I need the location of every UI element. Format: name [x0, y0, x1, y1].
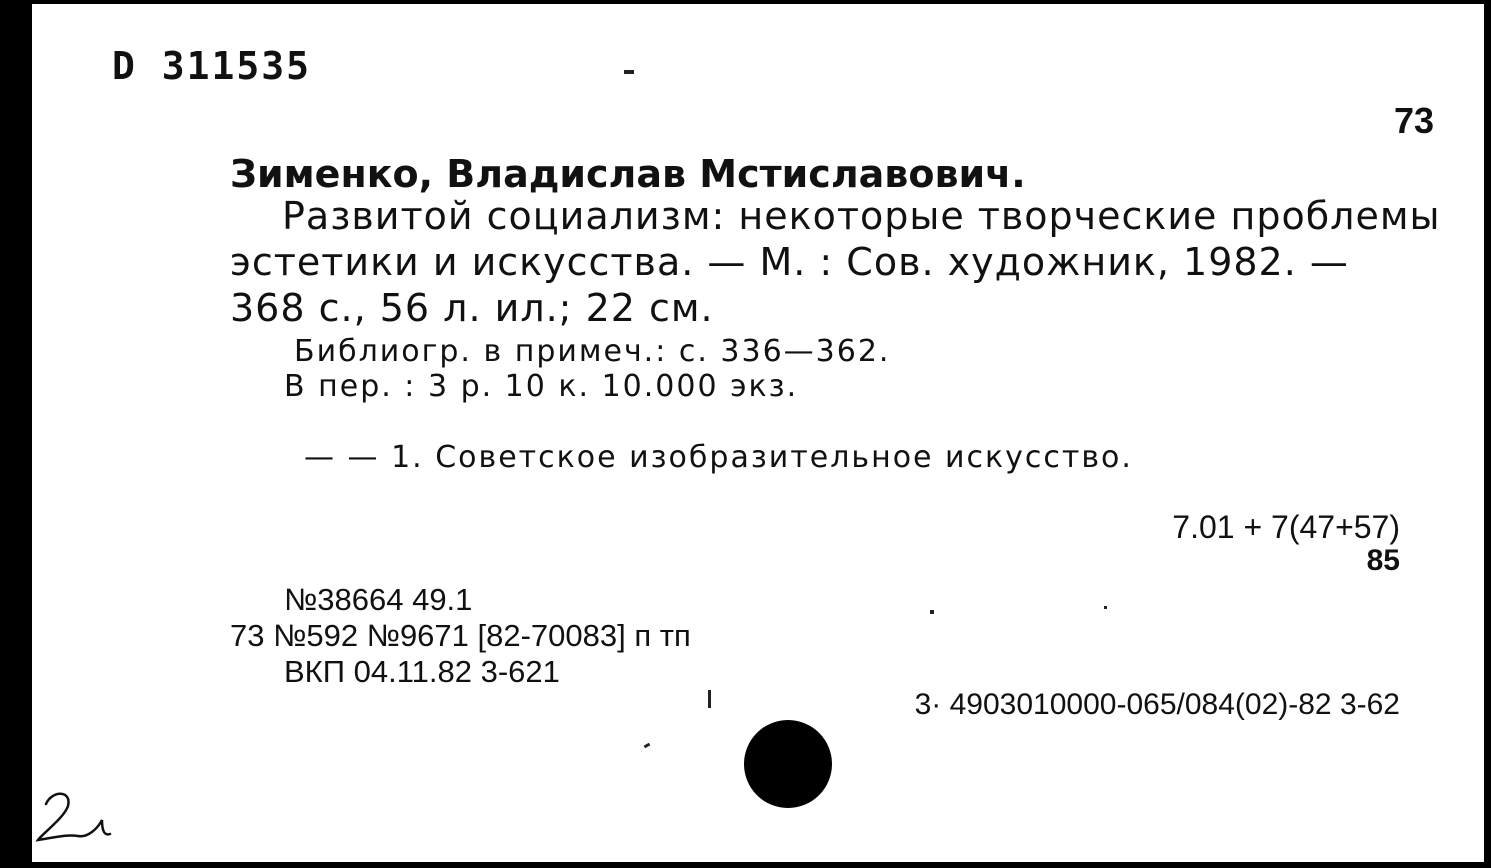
- meta-line-1: №38664 49.1: [284, 582, 473, 617]
- author-heading: Зименко, Владислав Мстиславович.: [230, 152, 1026, 196]
- handwritten-mark: [32, 784, 122, 854]
- ink-speck: [624, 70, 634, 74]
- catalog-card: [32, 4, 1484, 862]
- ink-speck: [930, 610, 934, 614]
- title-line-1: Развитой социализм: некоторые творческие проблемы: [282, 194, 1441, 238]
- title-line-3: 368 с., 56 л. ил.; 22 см.: [230, 286, 714, 330]
- punch-hole: [744, 720, 832, 808]
- bbk-code: 85: [1366, 544, 1400, 577]
- ink-speck: [1104, 606, 1107, 609]
- ink-speck: [644, 743, 651, 749]
- title-line-2: эстетики и искусства. — М. : Сов. художник, 1982. —: [230, 240, 1349, 284]
- bibliography-note: Библиогр. в примеч.: с. 336—362.: [294, 334, 891, 369]
- inventory-stamp: D 311535: [112, 44, 312, 88]
- meta-line-3: ВКП 04.11.82 3-621: [284, 654, 560, 689]
- ink-speck: [708, 690, 711, 708]
- bbk-index: 7.01 + 7(47+57): [1172, 509, 1400, 545]
- price-note: В пер. : 3 р. 10 к. 10.000 экз.: [284, 369, 799, 404]
- publisher-code: 3· 4903010000-065/084(02)-82 3-62: [914, 688, 1400, 721]
- meta-line-2: 73 №592 №9671 [82-70083] п тп: [230, 618, 691, 653]
- classification-number: 73: [1393, 100, 1434, 141]
- subject-heading: — — 1. Советское изобразительное искусство.: [304, 440, 1133, 475]
